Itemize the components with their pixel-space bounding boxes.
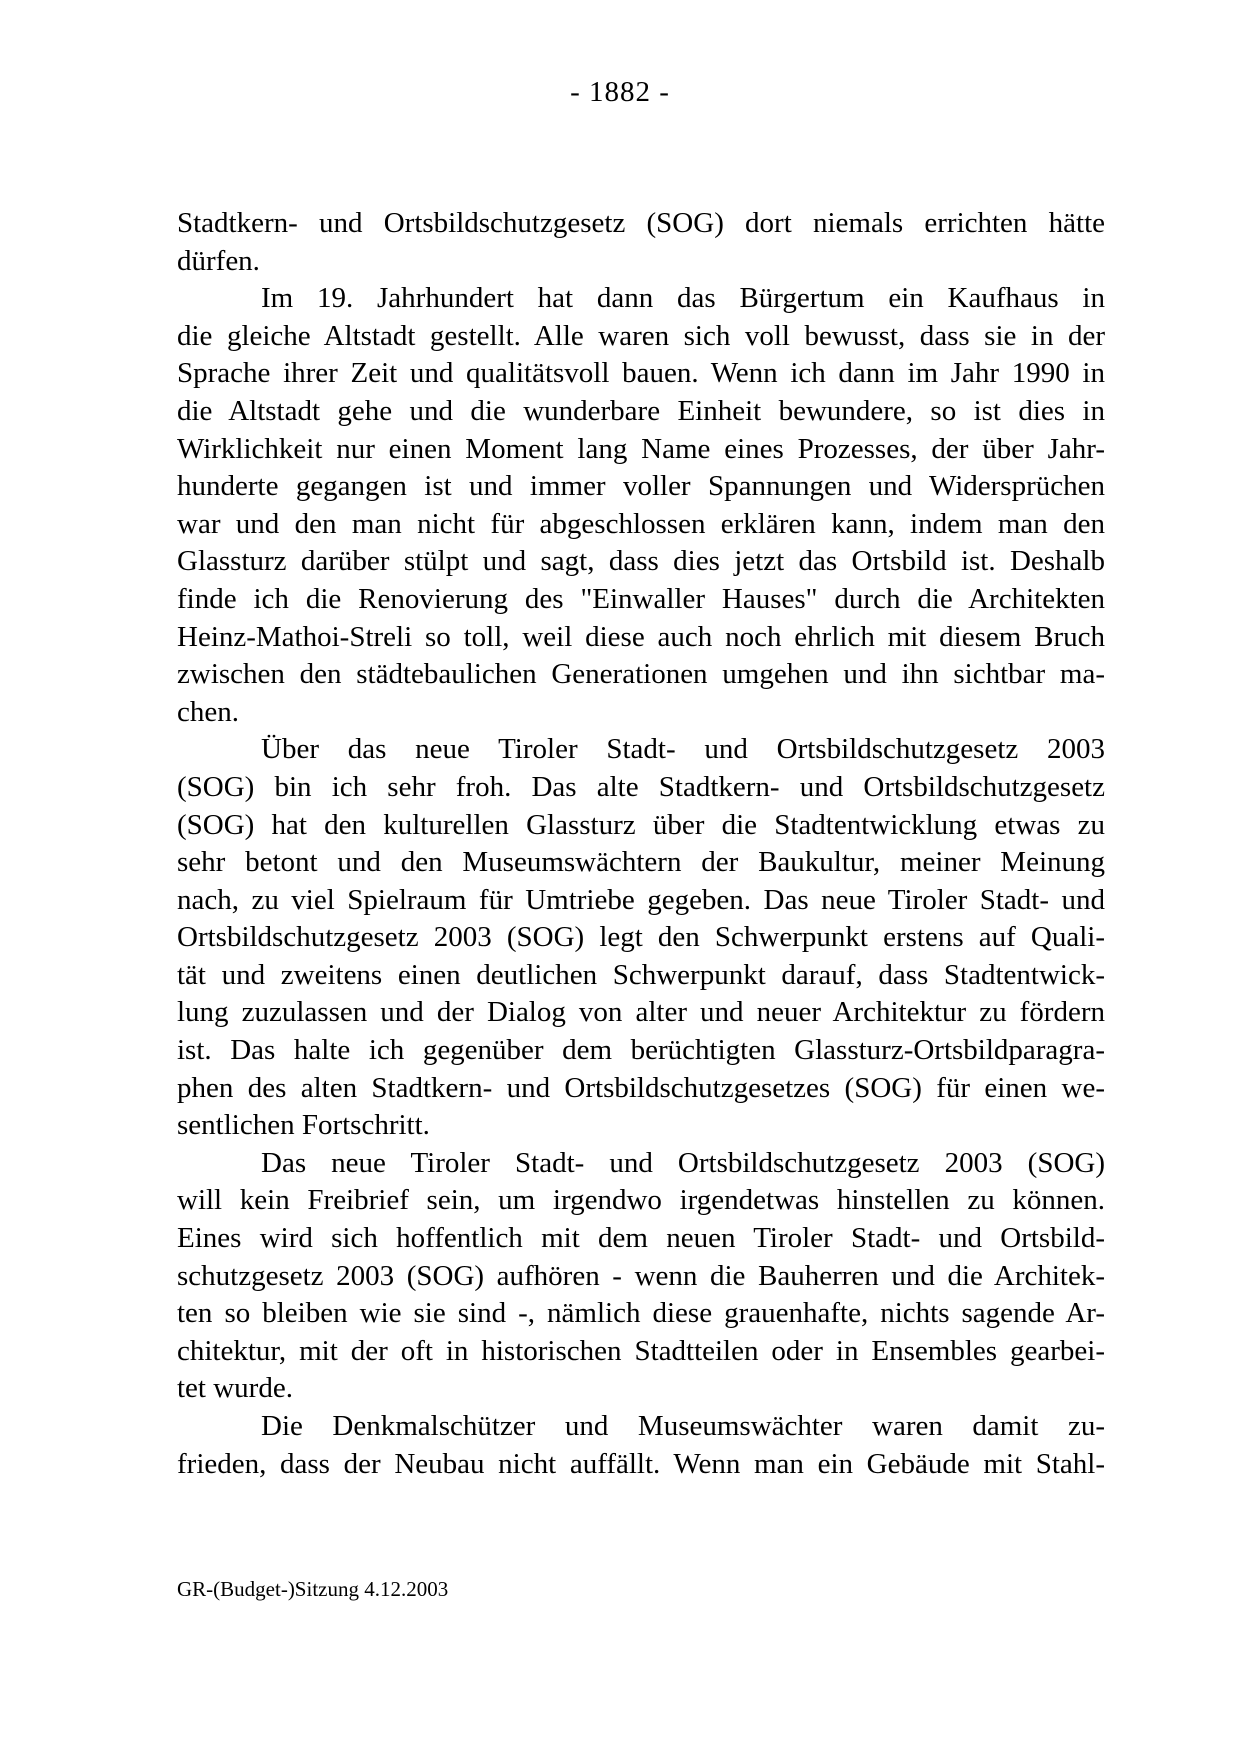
paragraph bbox=[177, 731, 1105, 1145]
paragraph bbox=[177, 280, 1105, 731]
document-body bbox=[177, 205, 1105, 1483]
text-line: phen des alten Stadtkern- und Ortsbildschutzgesetzes (SOG) für einen we- bbox=[177, 1071, 1105, 1104]
text-line: ist. Das halte ich gegenüber dem berüchtigten Glassturz-Ortsbildparagra- bbox=[177, 1034, 1105, 1067]
text-line: (SOG) bin ich sehr froh. Das alte Stadtkern- und Ortsbildschutzgesetz bbox=[177, 770, 1105, 803]
page-footer: GR-(Budget-)Sitzung 4.12.2003 bbox=[177, 1577, 449, 1601]
text-line: finde ich die Renovierung des "Einwaller Hauses" durch die Architekten bbox=[177, 582, 1105, 615]
text-line: Die Denkmalschützer und Museumswächter waren damit zu- bbox=[261, 1410, 1105, 1442]
text-line: Ortsbildschutzgesetz 2003 (SOG) legt den Schwerpunkt erstens auf Quali- bbox=[177, 921, 1105, 954]
page-number: - 1882 - bbox=[570, 76, 670, 108]
text-line: zwischen den städtebaulichen Generationen umgehen und ihn sichtbar ma- bbox=[177, 658, 1105, 691]
paragraph bbox=[177, 1408, 1105, 1483]
text-line: lung zuzulassen und der Dialog von alter und neuer Architektur zu fördern bbox=[177, 996, 1105, 1029]
text-line: Über das neue Tiroler Stadt- und Ortsbildschutzgesetz 2003 bbox=[261, 733, 1105, 766]
text-line: Im 19. Jahrhundert hat dann das Bürgertum ein Kaufhaus in bbox=[261, 282, 1105, 315]
text-line: tet wurde. bbox=[177, 1372, 293, 1405]
text-line: hunderte gegangen ist und immer voller Spannungen und Widersprüchen bbox=[177, 470, 1105, 503]
text-line: ten so bleiben wie sie sind -, nämlich diese grauenhafte, nichts sagende Ar- bbox=[177, 1297, 1105, 1330]
text-line: will kein Freibrief sein, um irgendwo irgendetwas hinstellen zu können. bbox=[177, 1184, 1105, 1217]
paragraph bbox=[177, 1145, 1105, 1408]
text-line: chen. bbox=[177, 695, 239, 728]
text-line: (SOG) hat den kulturellen Glassturz über die Stadtentwicklung etwas zu bbox=[177, 808, 1105, 841]
text-line: die Altstadt gehe und die wunderbare Einheit bewundere, so ist dies in bbox=[177, 394, 1105, 427]
text-line: die gleiche Altstadt gestellt. Alle waren sich voll bewusst, dass sie in der bbox=[177, 319, 1105, 352]
text-line: dürfen. bbox=[177, 244, 260, 277]
text-line: sentlichen Fortschritt. bbox=[177, 1109, 430, 1142]
text-line: Das neue Tiroler Stadt- und Ortsbildschutzgesetz 2003 (SOG) bbox=[261, 1146, 1105, 1179]
text-line: Glassturz darüber stülpt und sagt, dass dies jetzt das Ortsbild ist. Deshalb bbox=[177, 545, 1105, 578]
text-line: sehr betont und den Museumswächtern der Baukultur, meiner Meinung bbox=[177, 846, 1105, 879]
text-line: Wirklichkeit nur einen Moment lang Name eines Prozesses, der über Jahr- bbox=[177, 432, 1105, 465]
text-line: schutzgesetz 2003 (SOG) aufhören - wenn die Bauherren und die Architek- bbox=[177, 1259, 1105, 1292]
text-line: Eines wird sich hoffentlich mit dem neuen Tiroler Stadt- und Ortsbild- bbox=[177, 1222, 1105, 1255]
text-line: war und den man nicht für abgeschlossen erklären kann, indem man den bbox=[177, 507, 1105, 540]
text-line: Sprache ihrer Zeit und qualitätsvoll bauen. Wenn ich dann im Jahr 1990 in bbox=[177, 357, 1105, 390]
text-line: frieden, dass der Neubau nicht auffällt. Wenn man ein Gebäude mit Stahl- bbox=[177, 1447, 1105, 1480]
text-line: chitektur, mit der oft in historischen Stadtteilen oder in Ensembles gearbei- bbox=[177, 1334, 1105, 1367]
paragraph bbox=[177, 205, 1105, 280]
text-line: nach, zu viel Spielraum für Umtriebe gegeben. Das neue Tiroler Stadt- und bbox=[177, 883, 1105, 916]
text-line: Stadtkern- und Ortsbildschutzgesetz (SOG) dort niemals errichten hätte bbox=[177, 207, 1105, 239]
text-line: tät und zweitens einen deutlichen Schwerpunkt darauf, dass Stadtentwick- bbox=[177, 958, 1105, 991]
text-line: Heinz-Mathoi-Streli so toll, weil diese auch noch ehrlich mit diesem Bruch bbox=[177, 620, 1105, 653]
